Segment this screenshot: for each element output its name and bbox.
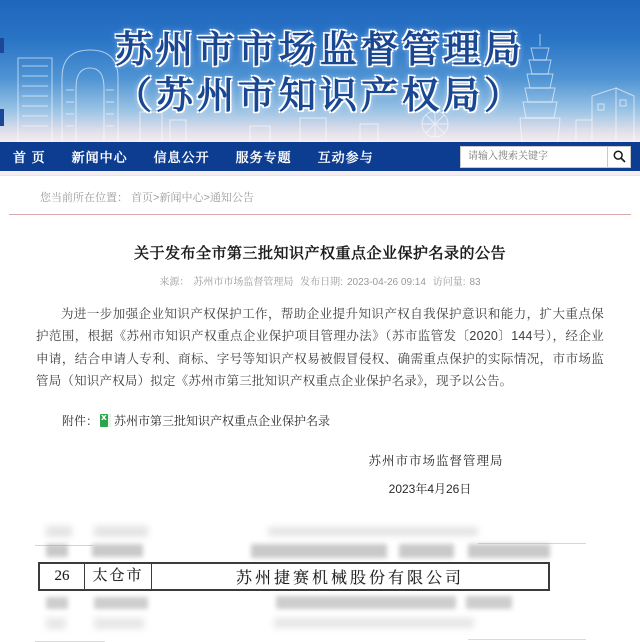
meta-date-label: 发布日期: (300, 277, 343, 288)
signature-agency: 苏州市市场监督管理局 (368, 454, 504, 468)
nav-item-service-topics[interactable]: 服务专题 (235, 150, 292, 165)
breadcrumb-label: 您当前所在位置： (40, 192, 128, 204)
excel-file-icon (100, 414, 111, 427)
breadcrumb-divider (9, 214, 631, 215)
breadcrumb-path[interactable]: 首页>新闻中心>通知公告 (131, 192, 254, 204)
magnifier-icon (613, 150, 626, 163)
scanned-table (38, 523, 550, 632)
nav-item-home[interactable]: 首 页 (13, 150, 46, 165)
signature-date: 2023年4月26日 (388, 482, 472, 496)
table-row (38, 562, 550, 591)
scan-faint-line (468, 639, 586, 640)
row-company-cell: 苏州捷赛机械股份有限公司 (235, 570, 464, 587)
site-title-line2: （苏州市知识产权局） (115, 75, 525, 116)
site-title-line1: 苏州市市场监督管理局 (115, 29, 525, 70)
meta-views: 83 (469, 277, 481, 288)
meta-source-label: 来源： (159, 277, 190, 288)
attachment-link[interactable]: 苏州市第三批知识产权重点企业保护名录 (114, 414, 331, 428)
meta-source: 苏州市市场监督管理局 (193, 277, 294, 288)
signature-block (336, 451, 536, 497)
nav-item-interaction[interactable]: 互动参与 (317, 150, 374, 165)
row-index-cell: 26 (40, 564, 85, 589)
article-meta (0, 273, 640, 288)
article-paragraph: 为进一步加强企业知识产权保护工作，帮助企业提升知识产权自我保护意识和能力，扩大重点保护范围，根据《苏州市知识产权重点企业保护项目管理办法》（苏市监管发〔2020〕144号），经企业申请，结合申请人专利、商标、字号等知识产权易被假冒侵权、确需重点保护的实际情况，市市场监管局（知识产权局）拟定《苏州市第三批知识产权重点企业保护名录》，现予以公告。 (36, 307, 604, 388)
search-button[interactable] (607, 146, 631, 168)
attachment-label: 附件： (62, 414, 99, 428)
main-nav (0, 142, 640, 171)
meta-views-label: 访问量: (432, 277, 466, 288)
city-skyline-art (0, 0, 640, 142)
row-district-cell: 太仓市 (85, 564, 152, 589)
breadcrumb (0, 176, 640, 205)
nav-item-news[interactable]: 新闻中心 (71, 150, 128, 165)
nav-item-info-disclosure[interactable]: 信息公开 (153, 150, 210, 165)
search-bar (460, 146, 631, 168)
site-banner (0, 0, 640, 142)
article-title: 关于发布全市第三批知识产权重点企业保护名录的公告 (133, 245, 506, 262)
redacted-row (38, 539, 550, 562)
meta-date: 2023-04-26 09:14 (346, 277, 426, 288)
redacted-row (38, 523, 550, 539)
attachment-row (62, 412, 640, 429)
redacted-row (38, 614, 550, 632)
redacted-row (38, 591, 550, 614)
search-input[interactable] (460, 146, 607, 168)
